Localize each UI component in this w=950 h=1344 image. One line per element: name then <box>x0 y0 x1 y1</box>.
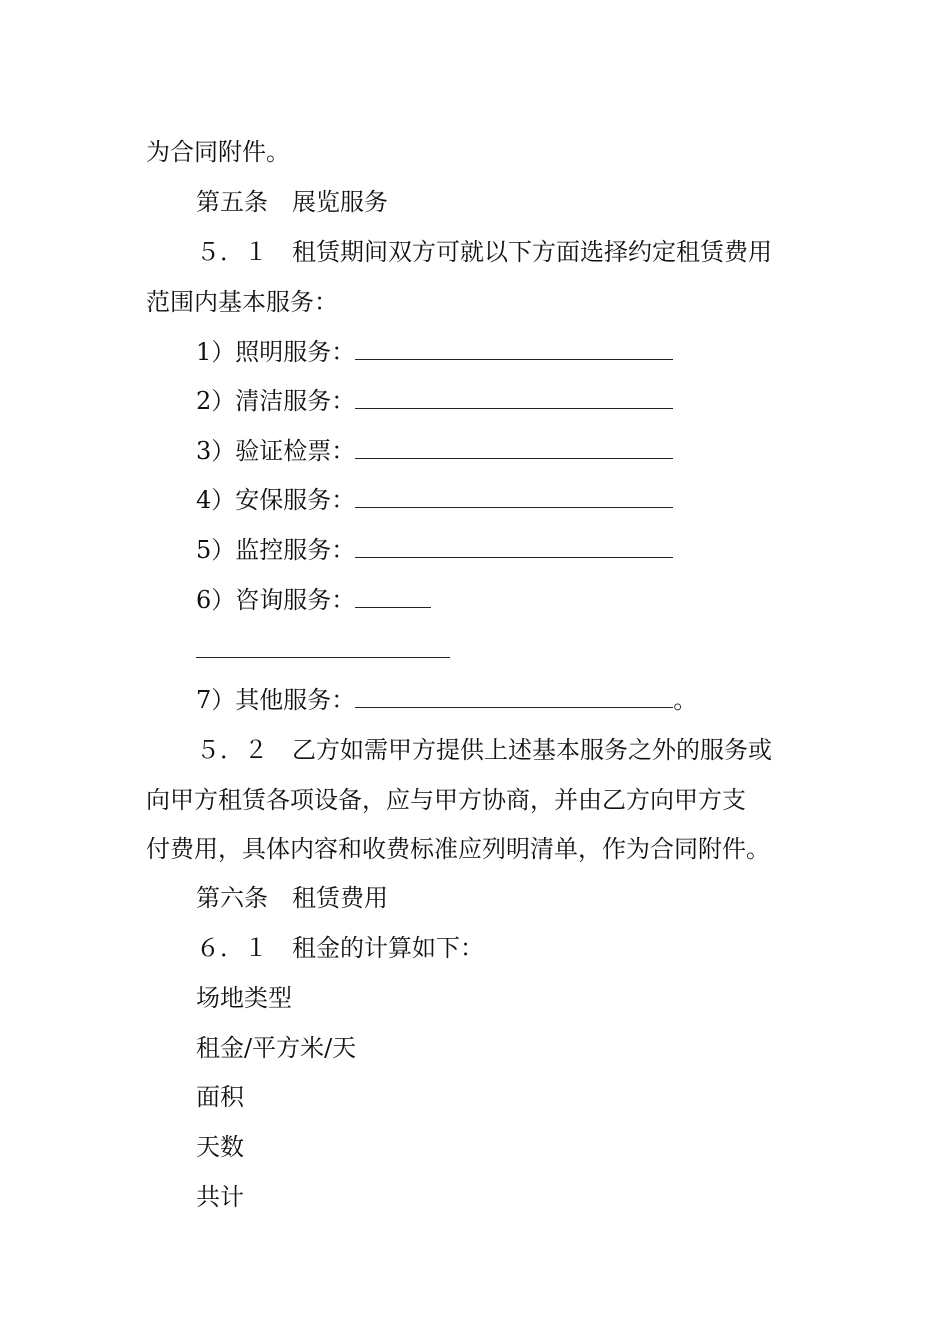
fill-in-blank[interactable] <box>196 637 450 658</box>
service-item-monitoring <box>196 534 673 566</box>
table-header-text: 面积 <box>196 1083 244 1111</box>
clause-5-2-line1 <box>196 734 772 766</box>
fill-in-blank[interactable] <box>355 537 673 558</box>
table-header-days <box>196 1131 244 1163</box>
table-header-area <box>196 1081 244 1113</box>
clause-text: 范围内基本服务： <box>146 288 338 316</box>
end-punctuation: 。 <box>673 686 698 714</box>
fill-in-blank[interactable] <box>355 487 673 508</box>
table-header-text: 共计 <box>196 1183 244 1211</box>
service-label: 4）安保服务： <box>196 486 356 514</box>
clause-5-1-line1 <box>196 236 772 268</box>
service-item-lighting <box>196 336 673 368</box>
table-header-total <box>196 1181 244 1213</box>
service-item-other <box>196 684 697 716</box>
clause-5-2-line2 <box>146 784 746 816</box>
clause-text: 付费用，具体内容和收费标准应列明清单，作为合同附件。 <box>146 835 770 863</box>
fill-in-blank[interactable] <box>355 587 431 608</box>
table-header-venue-type <box>196 982 292 1014</box>
article-title: 租赁费用 <box>292 884 388 912</box>
article-5-heading <box>196 186 388 218</box>
clause-text: 租金的计算如下： <box>292 934 484 962</box>
fill-in-blank[interactable] <box>355 388 673 409</box>
clause-5-2-line3 <box>146 833 770 865</box>
service-item-consulting <box>196 584 431 616</box>
article-6-heading <box>196 882 388 914</box>
service-item-cleaning <box>196 385 673 417</box>
clause-text: 乙方如需甲方提供上述基本服务之外的服务或 <box>292 736 772 764</box>
clause-6-1 <box>196 932 484 964</box>
service-item-security <box>196 484 673 516</box>
article-title: 展览服务 <box>292 188 388 216</box>
article-number: 第五条 <box>196 188 268 216</box>
clause-text: 向甲方租赁各项设备，应与甲方协商，并由乙方向甲方支 <box>146 786 746 814</box>
table-header-text: 租金/平方米/天 <box>196 1034 357 1062</box>
article-number: 第六条 <box>196 884 268 912</box>
table-header-rent-rate <box>196 1032 356 1064</box>
service-label: 1）照明服务： <box>196 338 356 366</box>
clause-text: 租赁期间双方可就以下方面选择约定租赁费用 <box>292 238 772 266</box>
service-label: 5）监控服务： <box>196 536 356 564</box>
service-label: 2）清洁服务： <box>196 387 356 415</box>
fill-in-blank[interactable] <box>355 687 673 708</box>
clause-number: ５．１ <box>196 238 268 266</box>
service-label: 7）其他服务： <box>196 686 356 714</box>
service-item-ticketing <box>196 435 673 467</box>
paragraph-text: 为合同附件。 <box>146 138 290 166</box>
table-header-text: 场地类型 <box>196 984 292 1012</box>
clause-5-1-line2 <box>146 286 338 318</box>
fill-in-blank[interactable] <box>355 438 673 459</box>
service-item-consulting-continued <box>196 634 450 666</box>
service-label: 6）咨询服务： <box>196 586 356 614</box>
paragraph-continuation <box>146 136 290 168</box>
clause-number: ５．２ <box>196 736 268 764</box>
table-header-text: 天数 <box>196 1133 244 1161</box>
clause-number: ６．１ <box>196 934 268 962</box>
fill-in-blank[interactable] <box>355 339 673 360</box>
service-label: 3）验证检票： <box>196 437 356 465</box>
